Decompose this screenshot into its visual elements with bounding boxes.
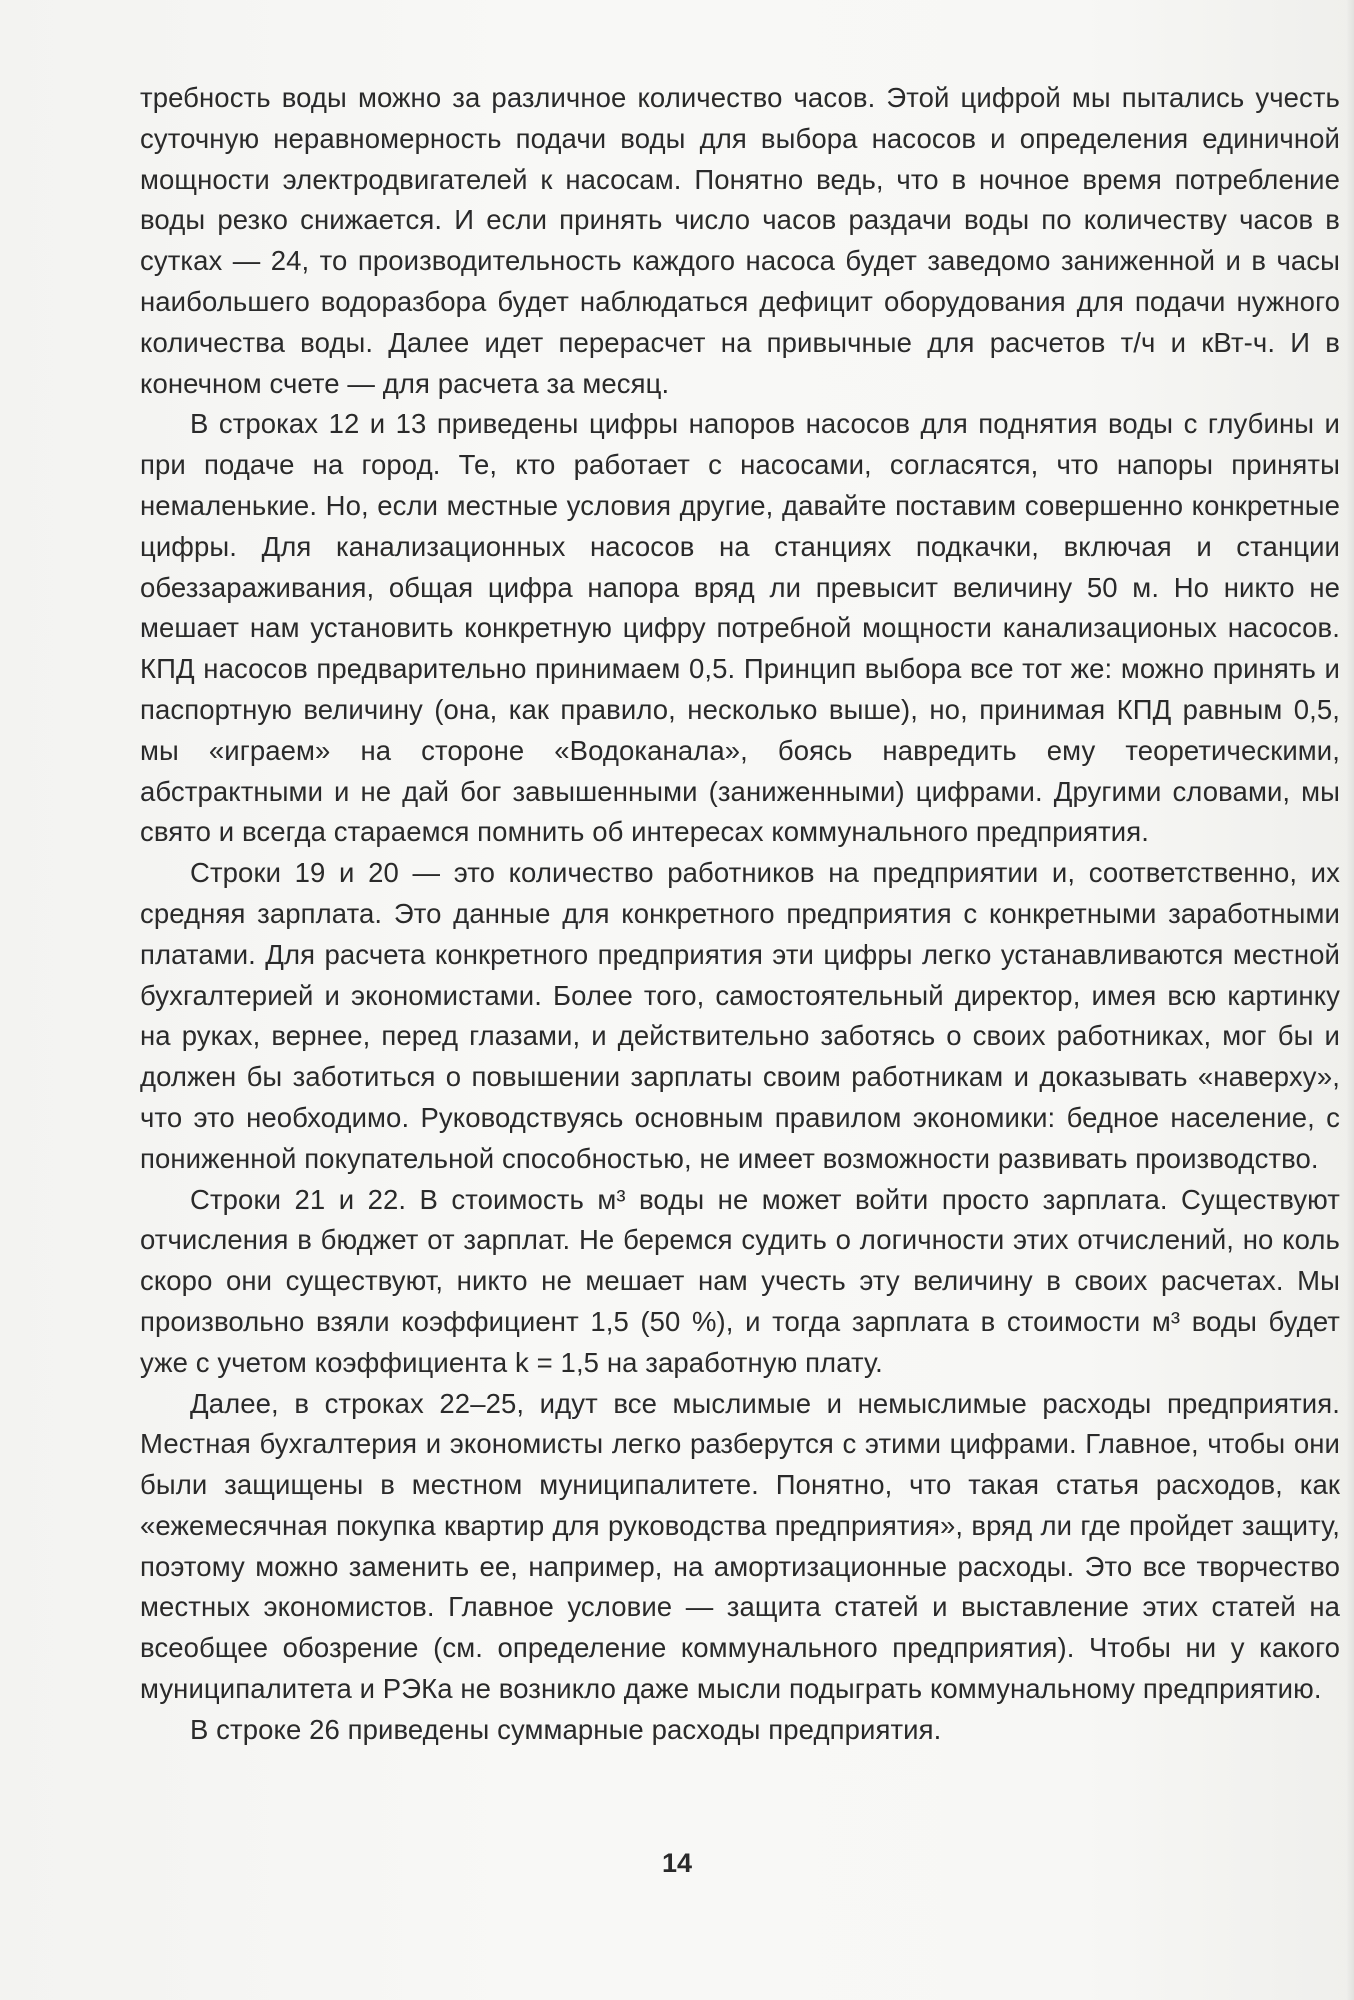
body-text [140,78,1340,1751]
paragraph-rows-12-13: В строках 12 и 13 приведены цифры напоров насосов для поднятия воды с глубины и при подаче на город. Те, кто работает с насосами, согласятся, что напоры приняты немаленькие. Но, если местные условия другие, давайте поставим совершенно конкретные цифры. Для канализационных насосов на станциях подкачки, включая и станции обеззараживания, общая цифра напора вряд ли превысит величину 50 м. Но никто не мешает нам установить конкретную цифру потребной мощности канализационых насосов. КПД насосов предварительно принимаем 0,5. Принцип выбора все тот же: можно принять и паспортную величину (она, как правило, несколько выше), но, принимая КПД равным 0,5, мы «играем» на стороне «Водоканала», боясь навредить ему теоретическими, абстрактными и не дай бог завышенными (заниженными) цифрами. Другими словами, мы свято и всегда стараемся помнить об интересах коммунального предприятия. [140,408,1340,848]
paragraph-row-26: В строке 26 приведены суммарные расходы предприятия. [190,1713,942,1745]
paragraph-continuation: требность воды можно за различное количество часов. Этой цифрой мы пытались учесть суточную неравномерность подачи воды для выбора насосов и определения единичной мощности электродвигателей к насосам. Понятно ведь, что в ночное время потребление воды резко снижается. И если принять число часов раздачи воды по количеству часов в сутках — 24, то производительность каждого насоса будет заведомо заниженной и в часы наибольшего водоразбора будет наблюдаться дефицит оборудования для подачи нужного количества воды. Далее идет перерасчет на привычные для расчетов т/ч и кВт-ч. И в конечном счете — для расчета за месяц. [140,82,1340,399]
page-number: 14 [661,1848,693,1878]
page-edge-shadow [1346,0,1354,2000]
paragraph-rows-21-22: Строки 21 и 22. В стоимость м³ воды не может войти просто зарплата. Существуют отчисления в бюджет от зарплат. Не беремся судить о логичности этих отчислений, но коль скоро они существуют, никто не мешает нам учесть эту величину в своих расчетах. Мы произвольно взяли коэффициент 1,5 (50 %), и тогда зарплата в стоимости м³ воды будет уже с учетом коэффициента k = 1,5 на заработную плату. [140,1183,1340,1378]
paragraph-rows-19-20: Строки 19 и 20 — это количество работников на предприятии и, соответственно, их средняя зарплата. Это данные для конкретного предприятия с конкретными заработными платами. Для расчета конкретного предприятия эти цифры легко устанавливаются местной бухгалтерией и экономистами. Более того, самостоятельный директор, имея всю картинку на руках, вернее, перед глазами, и действительно заботясь о своих работниках, мог бы и должен бы заботиться о повышении зарплаты своим работникам и доказывать «наверху», что это необходимо. Руководствуясь основным правилом экономики: бедное население, с пониженной покупательной способностью, не имеет возможности развивать производство. [140,857,1340,1174]
paragraph-rows-22-25: Далее, в строках 22–25, идут все мыслимые и немыслимые расходы предприятия. Местная бухгалтерия и экономисты легко разберутся с этими цифрами. Главное, чтобы они были защищены в местном муниципалитете. Понятно, что такая статья расходов, как «ежемесячная покупка квартир для руководства предприятия», вряд ли где пройдет защиту, поэтому можно заменить ее, например, на амортизационные расходы. Это все творчество местных экономистов. Главное условие — защита статей и выставление этих статей на всеобщее обозрение (см. определение коммунального предприятия). Чтобы ни у какого муниципалитета и РЭКа не возникло даже мысли подыграть коммунальному предприятию. [140,1387,1340,1705]
